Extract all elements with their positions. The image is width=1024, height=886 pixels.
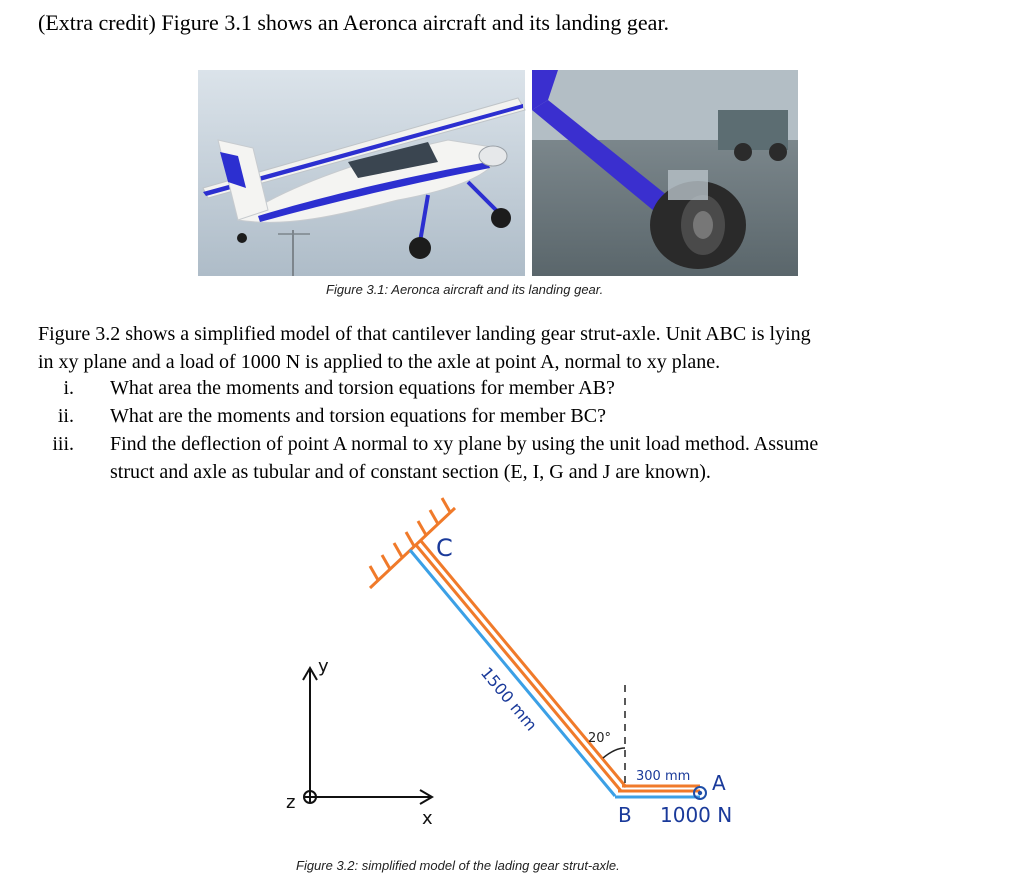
landing-gear-photo [532, 70, 798, 276]
question-text-line-2: struct and axle as tubular and of constant section (E, I, G and J are known). [110, 461, 711, 483]
coordinate-axes [303, 668, 432, 804]
question-title: (Extra credit) Figure 3.1 shows an Aeronca aircraft and its landing gear. [38, 10, 670, 35]
label-a: A [712, 771, 726, 795]
intro-line-2: in xy plane and a load of 1000 N is applied to the axle at point A, normal to xy plane. [38, 351, 721, 373]
label-length: 1500 mm [476, 663, 541, 735]
label-b: B [618, 803, 632, 827]
question-text: What area the moments and torsion equations for member AB? [110, 377, 615, 399]
question-number: iii. [52, 433, 74, 455]
member-ab [615, 786, 700, 797]
question-text: What are the moments and torsion equations for member BC? [110, 405, 606, 427]
question-number: ii. [57, 405, 74, 427]
member-bc [410, 541, 626, 796]
strut-axle-diagram [270, 490, 790, 840]
label-z-axis: z [286, 792, 296, 813]
angle-arc [603, 748, 625, 758]
intro-paragraph [38, 320, 978, 376]
question-text [110, 430, 980, 486]
label-x-axis: x [422, 808, 433, 829]
label-c: C [436, 534, 453, 562]
load-point-dot [698, 791, 702, 795]
figure-3-1-caption: Figure 3.1: Aeronca aircraft and its landing gear. [326, 282, 604, 297]
figure-3-2-caption: Figure 3.2: simplified model of the lading gear strut-axle. [296, 858, 620, 873]
label-load: 1000 N [660, 803, 733, 827]
aeronca-photos [198, 70, 798, 276]
question-number: i. [63, 377, 74, 399]
label-angle: 20° [588, 731, 612, 746]
label-y-axis: y [318, 656, 329, 677]
intro-line-1: Figure 3.2 shows a simplified model of that cantilever landing gear strut-axle. Unit ABC is lying [38, 323, 811, 345]
label-offset: 300 mm [636, 769, 691, 784]
aircraft-photo [198, 70, 525, 276]
question-text-line-1: Find the deflection of point A normal to xy plane by using the unit load method. Assume [110, 433, 819, 455]
